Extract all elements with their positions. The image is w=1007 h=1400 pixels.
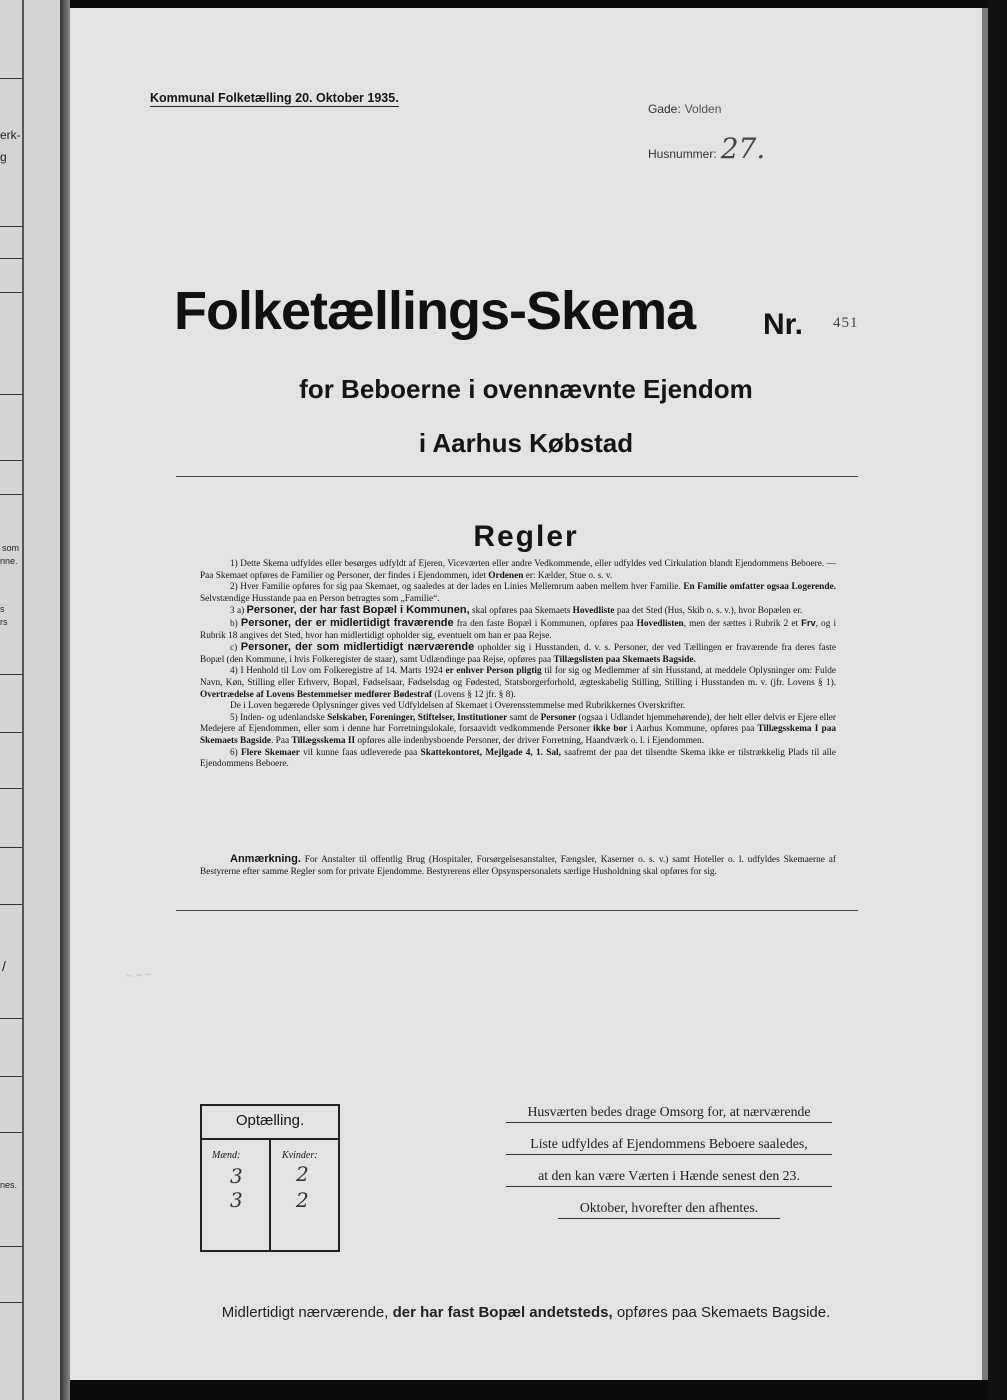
facing-page-fragment: rs xyxy=(0,617,8,627)
rule-1: 1) Dette Skema udfyldes eller besørges udfyldt af Ejeren, Viceværten eller andre Vedkommende, eller udfyldes ved Cirkulation blandt Ejendommens Beboere. — Paa Skemaet opføres de Familier og Personer, der findes i Ejendommen, idet Ordenen er: Kælder, Stue o. s. v. xyxy=(200,559,836,581)
count-box-title: Optælling. xyxy=(235,1112,305,1129)
facing-page-rule xyxy=(0,904,22,905)
facing-page-rule xyxy=(0,732,22,733)
facing-page-rule xyxy=(0,394,22,395)
facing-page-rule xyxy=(0,1302,22,1303)
rules-body xyxy=(200,559,836,771)
women-label: Kvinder: xyxy=(282,1150,318,1161)
rule-2: 2) Hver Familie opføres for sig paa Skemaet, og saaledes at der lades en Linies Mellemrum aaben mellem hver Familie. En Familie omfatter ogsaa Logerende. Selvstændige Husstande paa en Person betragtes som „Familie“. xyxy=(200,582,836,604)
facing-page-rule xyxy=(0,1132,22,1133)
facing-page-rule xyxy=(0,1076,22,1077)
form-subtitle-city: i Aarhus Købstad xyxy=(418,428,634,458)
rules-heading: Regler xyxy=(473,520,579,553)
book-gutter xyxy=(60,0,70,1400)
facing-page-rule xyxy=(0,674,22,675)
house-number-label: Husnummer: xyxy=(648,147,717,161)
landlord-note-line: at den kan være Værten i Hænde senest den 23. xyxy=(506,1168,832,1187)
facing-page-rule xyxy=(0,292,22,293)
house-number-value: 27. xyxy=(720,132,766,165)
street-label: Gade: xyxy=(648,102,681,116)
rule-3c: c) Personer, der som midlertidigt nærværende opholder sig i Husstanden, d. v. s. Personer, der ved Tællingen er fraværende fra deres faste Bopæl (den Kommune, i hvis Folkeregister de staar), samt Udlændinge paa Rejse, opføres paa Tillægslisten paa Skemaets Bagside. xyxy=(200,641,836,665)
house-number-line xyxy=(648,132,765,165)
bleed-through-mark: ~ ~ ~ xyxy=(125,967,152,983)
facing-page-margin-line xyxy=(22,0,24,1400)
men-label: Mænd: xyxy=(212,1150,241,1161)
remark xyxy=(200,854,836,878)
facing-page-rule xyxy=(0,1246,22,1247)
divider xyxy=(176,476,858,477)
rule-5: 5) Inden- og udenlandske Selskaber, Foreninger, Stiftelser, Institutioner samt de Personer (ogsaa i Udlandet hjemmehørende), der helt eller delvis er Ejere eller Medejere af Ejendommen, eller som i denne har Forretningslokale, forsaavidt vedkommende Personer ikke bor i Aarhus Kommune, opføres paa Tillægsskema I paa Skemaets Bagside. Paa Tillægsskema II opføres alle indenbysboende Personer, der driver Forretning, Haandværk o. l. i Ejendommen. xyxy=(200,712,837,746)
form-number-label: Nr. xyxy=(763,308,804,341)
facing-page-fragment: nne. xyxy=(0,556,18,566)
rule-4-cont: De i Loven begærede Oplysninger gives ved Udfyldelsen af Skemaet i Overensstemmelse med Rubrikkernes Overskrifter. xyxy=(230,701,686,712)
women-count: 2 xyxy=(296,1188,309,1212)
divider xyxy=(176,910,858,911)
facing-page-rule xyxy=(0,258,22,259)
rule-4: 4) I Henhold til Lov om Folkeregistre af 14. Marts 1924 er enhver Person pligtig til for sig og Medlemmer af sin Husstand, at meddele Oplysninger om: Fulde Navn, Køn, Stilling eller Erhverv, Bopæl, Fødselsaar, Fødselsdag og Fødested, Statsborgerforhold, ægteskabelig Stilling, Stilling i Husstanden m. v. (jfr. Lovens § 1). Overtrædelse af Lovens Bestemmelser medfører Bødestraf (Lovens § 12 jfr. § 8). xyxy=(200,666,836,700)
census-header: Kommunal Folketælling 20. Oktober 1935. xyxy=(150,91,399,105)
footer-note: Midlertidigt nærværende, der har fast Bopæl andetsteds, opføres paa Skemaets Bagside. xyxy=(221,1304,831,1321)
facing-page-fragment: g xyxy=(0,150,7,164)
binding-edge xyxy=(988,0,1007,1400)
facing-page-rule xyxy=(0,494,22,495)
landlord-note-line: Oktober, hvorefter den afhentes. xyxy=(558,1200,780,1219)
facing-page-rule xyxy=(0,1018,22,1019)
women-count: 2 xyxy=(296,1162,309,1186)
form-number-value: 451 xyxy=(833,315,859,331)
facing-page-fragment: / xyxy=(2,958,6,974)
landlord-note-line: Liste udfyldes af Ejendommens Beboere saaledes, xyxy=(506,1136,832,1155)
facing-page-rule xyxy=(0,788,22,789)
street-value: Volden xyxy=(684,102,722,116)
rule-6: 6) Flere Skemaer vil kunne faas udleverede paa Skattekontoret, Mejlgade 4, 1. Sal, saafremt der paa det tilsendte Skema ikke er tilstrækkelig Plads til alle Ejendommens Beboere. xyxy=(200,747,836,770)
count-box-column-divider xyxy=(269,1138,271,1250)
form-title: Folketællings-Skema xyxy=(174,281,696,341)
facing-page xyxy=(0,0,60,1400)
facing-page-rule xyxy=(0,226,22,227)
facing-page-fragment: s xyxy=(0,604,5,614)
landlord-note xyxy=(506,1104,832,1232)
facing-page-rule xyxy=(0,78,22,79)
census-form-page xyxy=(70,8,982,1380)
street-line xyxy=(648,102,721,116)
facing-page-rule xyxy=(0,460,22,461)
rule-3a: 3 a) Personer, der har fast Bopæl i Kommunen, skal opføres paa Skemaets Hovedliste paa det Sted (Hus, Skib o. s. v.), hvor Bopælen er. xyxy=(230,604,803,617)
facing-page-fragment: som xyxy=(2,543,20,553)
facing-page-fragment: nes. xyxy=(0,1180,18,1190)
rule-3b: b) Personer, der er midlertidigt fraværende fra den faste Bopæl i Kommunen, opføres paa Hovedlisten, men der sættes i Rubrik 2 et Frv, og i Rubrik 18 angives det Sted, hvor han midlertidigt opholder sig, eventuelt om han er paa Rejse. xyxy=(200,616,837,641)
men-count: 3 xyxy=(230,1188,243,1212)
facing-page-rule xyxy=(0,847,22,848)
count-box xyxy=(200,1104,340,1252)
form-subtitle: for Beboerne i ovennævnte Ejendom xyxy=(299,374,753,404)
landlord-note-line: Husværten bedes drage Omsorg for, at nærværende xyxy=(506,1104,832,1123)
facing-page-fragment: erk- xyxy=(0,128,21,142)
remark-lead: Anmærkning. xyxy=(230,853,301,865)
men-count: 3 xyxy=(230,1164,243,1188)
remark-text: For Anstalter til offentlig Brug (Hospitaler, Forsørgelsesanstalter, Fængsler, Kaserner o. s. v.) samt Hoteller o. l. udfyldes Skemaerne af Bestyrerne efter samme Regler som for private Ejendomme. Bestyrerens eller Opsynspersonalets særlige Husholdning skal opføres for sig. xyxy=(200,855,836,877)
